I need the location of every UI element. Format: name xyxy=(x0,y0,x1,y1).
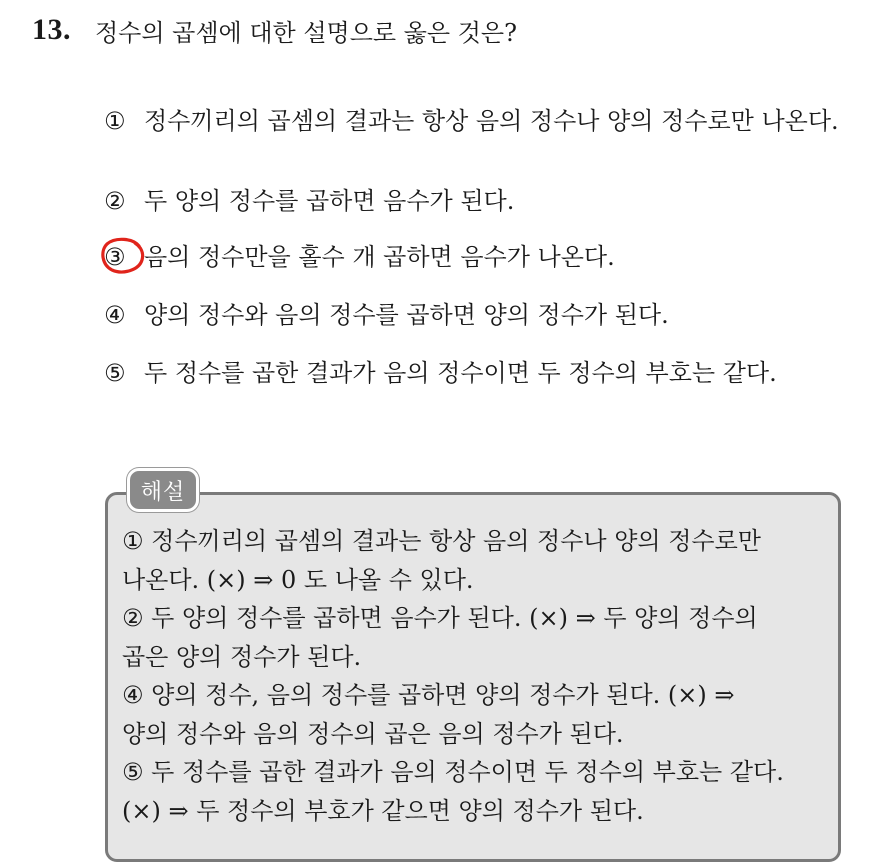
choice-4-text: 양의 정수와 음의 정수를 곱하면 양의 정수가 된다. xyxy=(144,301,669,329)
explanation-mark: ④ xyxy=(122,681,144,709)
explanation-line xyxy=(122,753,828,792)
choice-4[interactable] xyxy=(104,294,844,336)
explanation-text: 나온다. (×) ⇒ 0 도 나올 수 있다. xyxy=(122,565,474,594)
explanation-line xyxy=(122,792,828,831)
choice-3-text: 음의 정수만을 홀수 개 곱하면 음수가 나온다. xyxy=(144,243,615,271)
explanation-text: 곱은 양의 정수가 된다. xyxy=(122,642,362,671)
explanation-text: 두 양의 정수를 곱하면 음수가 된다. (×) ⇒ 두 양의 정수의 xyxy=(143,604,758,632)
choice-1[interactable] xyxy=(104,100,844,142)
explanation-line xyxy=(122,561,828,600)
explanation-text: 두 정수를 곱한 결과가 음의 정수이면 두 정수의 부호는 같다. xyxy=(143,758,784,786)
choice-1-mark: ① xyxy=(104,107,126,135)
explanation-mark: ② xyxy=(122,604,144,632)
choice-5-mark: ⑤ xyxy=(104,359,126,387)
choice-2-text: 두 양의 정수를 곱하면 음수가 된다. xyxy=(144,187,515,215)
explanation-text: 양의 정수와 음의 정수의 곱은 음의 정수가 된다. xyxy=(122,719,624,748)
explanation-text: 정수끼리의 곱셈의 결과는 항상 음의 정수나 양의 정수로만 xyxy=(143,527,761,555)
explanation-text: (×) ⇒ 두 정수의 부호가 같으면 양의 정수가 된다. xyxy=(122,796,644,825)
question-header xyxy=(32,10,872,50)
explanation-line xyxy=(122,599,828,638)
explanation-line xyxy=(122,522,828,561)
explanation-line xyxy=(122,638,828,677)
choice-5-text: 두 정수를 곱한 결과가 음의 정수이면 두 정수의 부호는 같다. xyxy=(144,359,777,387)
choice-4-mark: ④ xyxy=(104,301,126,329)
explanation-mark: ⑤ xyxy=(122,758,144,786)
explanation-line xyxy=(122,676,828,715)
question-text: 정수의 곱셈에 대한 설명으로 옳은 것은? xyxy=(95,18,517,47)
choice-3-mark: ③ xyxy=(104,243,126,271)
explanation-tab: 해설 xyxy=(127,468,199,512)
question-number: 13. xyxy=(32,13,71,46)
choice-5[interactable] xyxy=(104,352,864,394)
choice-3[interactable] xyxy=(104,236,844,278)
choice-2-mark: ② xyxy=(104,187,126,215)
explanation-line xyxy=(122,715,828,754)
choice-2[interactable] xyxy=(104,180,844,222)
explanation-body xyxy=(122,522,828,830)
explanation-text: 양의 정수, 음의 정수를 곱하면 양의 정수가 된다. (×) ⇒ xyxy=(143,681,735,709)
choice-1-text: 정수끼리의 곱셈의 결과는 항상 음의 정수나 양의 정수로만 나온다. xyxy=(144,107,839,135)
explanation-mark: ① xyxy=(122,527,144,555)
